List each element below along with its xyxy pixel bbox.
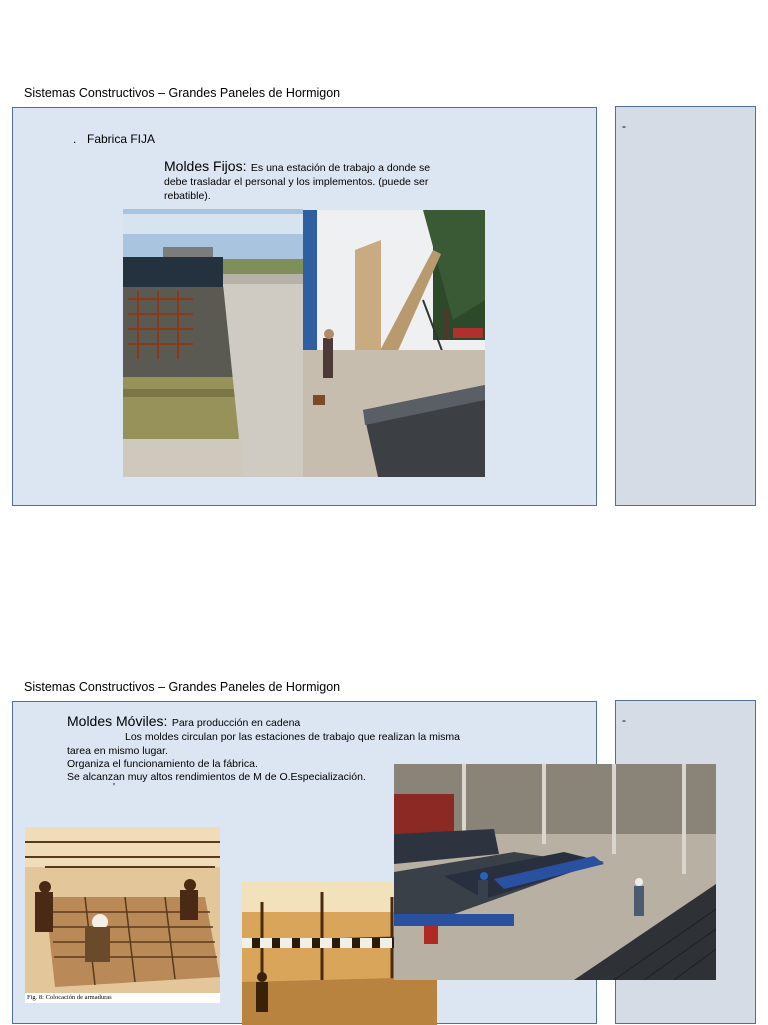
- rebar-placement-photo: [25, 827, 220, 1003]
- moldes-moviles-subtitle: Para producción en cadena: [171, 717, 301, 729]
- slide2-notes-text: -: [622, 713, 626, 727]
- bullet: .: [73, 132, 77, 146]
- moviles-line-2: tarea en mismo lugar.: [67, 745, 168, 757]
- moviles-line-3: Organiza el funcionamiento de la fábrica.: [67, 758, 258, 770]
- moldes-fijos-desc-3: rebatible).: [164, 190, 211, 202]
- moldes-moviles-title: Moldes Móviles:: [67, 713, 168, 729]
- slide1-notes: [615, 106, 756, 506]
- photo-caption: Fig. 8: Colocación de armaduras: [25, 993, 220, 1003]
- moldes-fijos-desc-1: Es una estación de trabajo a donde se: [250, 162, 431, 174]
- moldes-fijos-desc-2: debe trasladar el personal y los implementos. (puede ser: [164, 176, 429, 188]
- slide1-subtitle: Fabrica FIJA: [87, 132, 156, 146]
- moviles-title-line: [67, 714, 300, 730]
- slide2-heading: Sistemas Constructivos – Grandes Paneles de Hormigon: [24, 680, 341, 694]
- fixed-mold-photo: [123, 209, 303, 477]
- tilt-panel-photo: [303, 210, 485, 477]
- moviles-line-4: Se alcanzan muy altos rendimientos de M de O.Especialización.: [67, 771, 366, 783]
- slide1-heading: Sistemas Constructivos – Grandes Paneles de Hormigon: [24, 86, 341, 100]
- moviles-line-1: Los moldes circulan por las estaciones de trabajo que realizan la misma: [125, 731, 461, 743]
- slide1-notes-text: -: [622, 119, 626, 133]
- slide1-panel: [12, 107, 597, 506]
- production-line-photo: [394, 764, 716, 980]
- moviles-line-5: ': [113, 781, 116, 793]
- slide1-body: [164, 159, 464, 175]
- moldes-fijos-title: Moldes Fijos:: [164, 158, 247, 174]
